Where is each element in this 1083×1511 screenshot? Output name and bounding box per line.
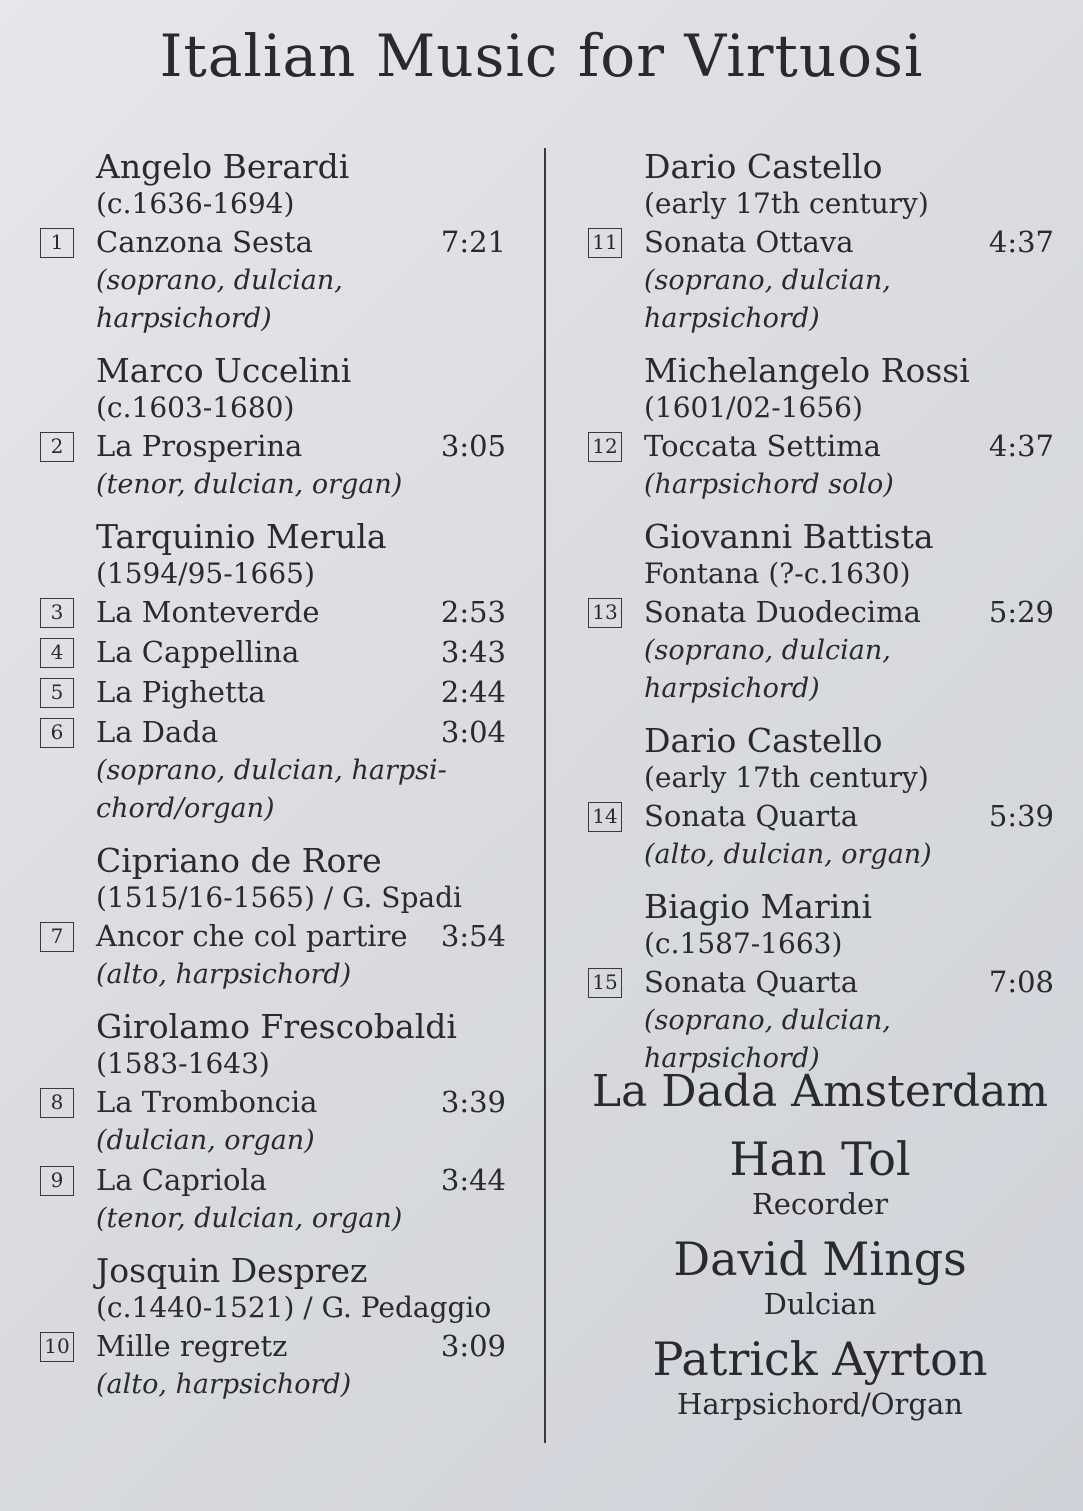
track-duration: 3:43 xyxy=(440,635,506,669)
track-duration: 3:05 xyxy=(440,429,506,463)
track-duration: 2:53 xyxy=(440,595,506,629)
track-title: Ancor che col partire xyxy=(96,919,408,953)
composer-name: Angelo Berardi xyxy=(96,147,350,186)
composer-dates: (c.1440-1521) / G. Pedaggio xyxy=(96,1291,492,1324)
track-row xyxy=(586,426,1066,466)
track-number-box: 7 xyxy=(40,922,74,952)
composer-group xyxy=(38,352,518,504)
composer-name: Biagio Marini xyxy=(644,887,873,926)
composer-group xyxy=(38,842,518,994)
composer-name: Cipriano de Rore xyxy=(96,841,382,880)
track-row xyxy=(586,222,1066,262)
composer-dates: (1515/16-1565) / G. Spadi xyxy=(96,881,462,914)
performer-role: Recorder xyxy=(751,1187,889,1221)
track-duration: 7:21 xyxy=(440,225,506,259)
track-row xyxy=(38,1326,518,1366)
performer-name: Han Tol xyxy=(729,1132,911,1186)
performer-role: Dulcian xyxy=(763,1287,877,1321)
composer-dates: (early 17th century) xyxy=(644,187,929,220)
track-number-box: 1 xyxy=(40,228,74,258)
track-number-box: 12 xyxy=(588,432,622,462)
track-number-box: 9 xyxy=(40,1166,74,1196)
track-row xyxy=(38,222,518,262)
performer-name: Patrick Ayrton xyxy=(652,1332,988,1386)
instrumentation: (alto, harpsichord) xyxy=(96,1369,352,1400)
track-title: Toccata Settima xyxy=(644,429,881,463)
track-row xyxy=(38,426,518,466)
instrumentation: chord/organ) xyxy=(96,793,275,824)
composer-group xyxy=(38,1252,518,1404)
instrumentation: (soprano, dulcian, harpsichord) xyxy=(644,635,891,704)
track-duration: 2:44 xyxy=(440,675,506,709)
column-divider xyxy=(544,148,546,1443)
track-title: La Prosperina xyxy=(96,429,303,463)
composer-dates: (1601/02-1656) xyxy=(644,391,863,424)
track-number-box: 2 xyxy=(40,432,74,462)
track-row xyxy=(38,632,518,672)
composer-name: Marco Uccelini xyxy=(96,351,352,390)
composer-dates: (c.1587-1663) xyxy=(644,927,843,960)
composer-dates: (1583-1643) xyxy=(96,1047,270,1080)
right-column xyxy=(586,148,1066,1092)
composer-name: Josquin Desprez xyxy=(96,1251,368,1290)
instrumentation: (dulcian, organ) xyxy=(96,1125,315,1156)
track-number-box: 14 xyxy=(588,802,622,832)
composer-group xyxy=(586,352,1066,504)
track-duration: 3:44 xyxy=(440,1163,506,1197)
composer-name: Girolamo Frescobaldi xyxy=(96,1007,457,1046)
composer-group xyxy=(586,148,1066,338)
track-number-box: 3 xyxy=(40,598,74,628)
track-row xyxy=(38,1160,518,1200)
track-duration: 5:29 xyxy=(988,595,1054,629)
composer-dates: (1594/95-1665) xyxy=(96,557,315,590)
track-row xyxy=(38,712,518,752)
performer-role: Harpsichord/Organ xyxy=(677,1387,963,1421)
track-row xyxy=(38,592,518,632)
track-title: La Cappellina xyxy=(96,635,300,669)
instrumentation: (soprano, dulcian, harpsi- xyxy=(96,755,447,786)
track-number-box: 8 xyxy=(40,1088,74,1118)
track-number-box: 15 xyxy=(588,968,622,998)
track-duration: 3:09 xyxy=(440,1329,506,1363)
composer-dates: (c.1603-1680) xyxy=(96,391,295,424)
track-duration: 3:04 xyxy=(440,715,506,749)
performer xyxy=(560,1232,1080,1322)
composer-group xyxy=(38,518,518,828)
performer xyxy=(560,1332,1080,1422)
instrumentation: (soprano, dulcian, harpsichord) xyxy=(644,1005,891,1074)
track-row xyxy=(586,796,1066,836)
track-title: La Tromboncia xyxy=(96,1085,318,1119)
track-title: La Capriola xyxy=(96,1163,267,1197)
composer-group xyxy=(586,888,1066,1078)
left-column xyxy=(38,148,518,1418)
track-row xyxy=(38,916,518,956)
composer-group xyxy=(38,148,518,338)
ensemble-name: La Dada Amsterdam xyxy=(591,1066,1049,1117)
track-duration: 4:37 xyxy=(988,429,1054,463)
composer-group xyxy=(38,1008,518,1238)
instrumentation: (alto, harpsichord) xyxy=(96,959,352,990)
album-title: Italian Music for Virtuosi xyxy=(159,22,924,90)
instrumentation: (soprano, dulcian, harpsichord) xyxy=(644,265,891,334)
composer-dates: (early 17th century) xyxy=(644,761,929,794)
track-row xyxy=(586,592,1066,632)
track-title: Sonata Quarta xyxy=(644,799,859,833)
instrumentation: (alto, dulcian, organ) xyxy=(644,839,932,870)
instrumentation: (soprano, dulcian, harpsichord) xyxy=(96,265,343,334)
composer-name: Tarquinio Merula xyxy=(96,517,387,556)
composer-name: Giovanni Battista xyxy=(644,517,934,556)
track-title: La Monteverde xyxy=(96,595,320,629)
performer xyxy=(560,1132,1080,1222)
track-title: Sonata Duodecima xyxy=(644,595,921,629)
instrumentation: (tenor, dulcian, organ) xyxy=(96,469,403,500)
track-duration: 7:08 xyxy=(988,965,1054,999)
track-title: Canzona Sesta xyxy=(96,225,313,259)
track-duration: 5:39 xyxy=(988,799,1054,833)
track-number-box: 4 xyxy=(40,638,74,668)
track-duration: 4:37 xyxy=(988,225,1054,259)
track-row xyxy=(586,962,1066,1002)
track-number-box: 6 xyxy=(40,718,74,748)
track-number-box: 5 xyxy=(40,678,74,708)
track-number-box: 10 xyxy=(40,1332,74,1362)
track-title: La Dada xyxy=(96,715,219,749)
track-title: Sonata Quarta xyxy=(644,965,859,999)
composer-dates: Fontana (?-c.1630) xyxy=(644,557,911,590)
track-title: Sonata Ottava xyxy=(644,225,854,259)
instrumentation: (tenor, dulcian, organ) xyxy=(96,1203,403,1234)
performer-name: David Mings xyxy=(673,1232,967,1286)
track-duration: 3:54 xyxy=(440,919,506,953)
instrumentation: (harpsichord solo) xyxy=(644,469,894,500)
composer-name: Dario Castello xyxy=(644,721,883,760)
composer-group xyxy=(586,518,1066,708)
track-number-box: 11 xyxy=(588,228,622,258)
composer-group xyxy=(586,722,1066,874)
composer-name: Dario Castello xyxy=(644,147,883,186)
composer-name: Michelangelo Rossi xyxy=(644,351,970,390)
track-duration: 3:39 xyxy=(440,1085,506,1119)
composer-dates: (c.1636-1694) xyxy=(96,187,295,220)
track-number-box: 13 xyxy=(588,598,622,628)
track-row xyxy=(38,672,518,712)
track-row xyxy=(38,1082,518,1122)
track-title: Mille regretz xyxy=(96,1329,288,1363)
ensemble-credits xyxy=(560,1062,1080,1432)
track-title: La Pighetta xyxy=(96,675,266,709)
